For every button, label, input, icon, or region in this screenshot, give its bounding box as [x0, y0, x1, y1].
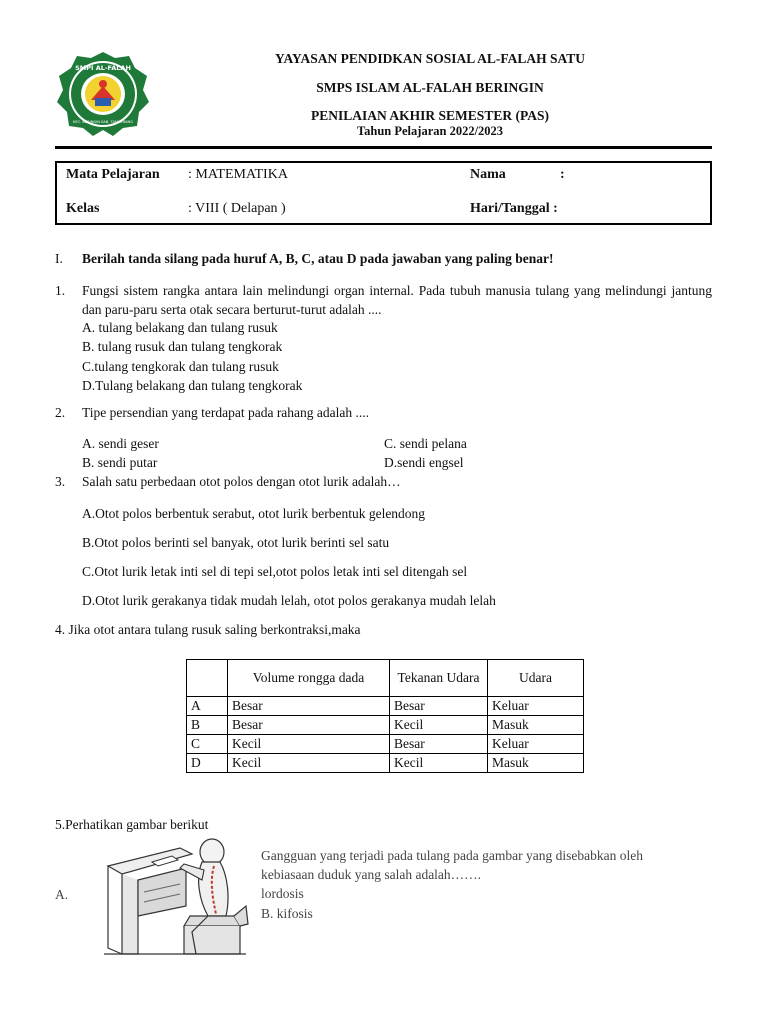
q5-question-line2: kebiasaan duduk yang salah adalah…….: [261, 867, 482, 882]
q1-option-b: B. tulang rusuk dan tulang tengkorak: [82, 339, 283, 354]
table-cell: D: [187, 754, 228, 773]
q2-number: 2.: [55, 405, 66, 420]
table-cell: B: [187, 716, 228, 735]
q3-option-c: C.Otot lurik letak inti sel di tepi sel,otot polos letak inti sel ditengah sel: [82, 564, 468, 579]
table-cell: Kecil: [390, 716, 488, 735]
table-cell: C: [187, 735, 228, 754]
table-cell: Kecil: [390, 754, 488, 773]
table-cell: Besar: [390, 697, 488, 716]
q1-option-d: D.Tulang belakang dan tulang tengkorak: [82, 378, 303, 393]
q2-option-b: B. sendi putar: [82, 455, 158, 470]
section-number: I.: [55, 251, 63, 266]
q3-text: Salah satu perbedaan otot polos dengan otot lurik adalah…: [82, 474, 401, 489]
subject-label: Mata Pelajaran: [66, 167, 160, 182]
table-row: [187, 716, 584, 735]
table-header-cell: Udara: [488, 660, 584, 697]
academic-year: Tahun Pelajaran 2022/2023: [356, 124, 504, 138]
posture-illustration: [100, 836, 250, 962]
name-label: Nama: [470, 167, 506, 182]
q1-option-c: C.tulang tengkorak dan tulang rusuk: [82, 359, 279, 374]
q3-option-d: D.Otot lurik gerakanya tidak mudah lelah, otot polos gerakanya mudah lelah: [82, 593, 496, 608]
q3-option-b: B.Otot polos berinti sel banyak, otot lurik berinti sel satu: [82, 535, 390, 550]
q1-option-a: A. tulang belakang dan tulang rusuk: [82, 320, 278, 335]
q2-text: Tipe persendian yang terdapat pada rahang adalah ....: [82, 405, 370, 420]
table-row: [187, 754, 584, 773]
class-label: Kelas: [66, 201, 100, 216]
table-header-cell: Tekanan Udara: [390, 660, 488, 697]
q5-option-a: lordosis: [261, 886, 304, 901]
q2-option-d: D.sendi engsel: [384, 455, 464, 470]
q5-text: 5.Perhatikan gambar berikut: [55, 817, 209, 832]
q2-option-a: A. sendi geser: [82, 436, 159, 451]
table-cell: Besar: [390, 735, 488, 754]
q4-table: [186, 659, 584, 773]
table-cell: Kecil: [228, 735, 390, 754]
subject-value: : MATEMATIKA: [188, 167, 288, 182]
q5-option-a-label: A.: [55, 887, 69, 902]
logo-text-bottom: KEC. BERINGIN KAB. TANGERANG: [73, 120, 133, 124]
q1-text: Fungsi sistem rangka antara lain melindungi organ internal. Pada tubuh manusia tulang yang melindungi jantung dan paru-paru serta otak secara berturut-turut adalah ....: [82, 283, 712, 317]
q3-number: 3.: [55, 474, 66, 489]
table-cell: Masuk: [488, 754, 584, 773]
table-cell: Besar: [228, 716, 390, 735]
q1-number: 1.: [55, 283, 66, 298]
q3-option-a: A.Otot polos berbentuk serabut, otot lurik berbentuk gelendong: [82, 506, 426, 521]
school-name: SMPS ISLAM AL-FALAH BERINGIN: [316, 80, 544, 95]
foundation-name: YAYASAN PENDIDKAN SOSIAL AL-FALAH SATU: [274, 51, 586, 66]
date-label: Hari/Tanggal :: [470, 201, 558, 216]
q5-question-line1: Gangguan yang terjadi pada tulang pada gambar yang disebabkan oleh: [261, 848, 643, 863]
section-instruction: Berilah tanda silang pada huruf A, B, C, atau D pada jawaban yang paling benar!: [82, 251, 554, 266]
q5-option-b: B. kifosis: [261, 906, 313, 921]
exam-title: PENILAIAN AKHIR SEMESTER (PAS): [311, 108, 549, 123]
table-row: [187, 735, 584, 754]
table-row: [187, 697, 584, 716]
table-cell: Besar: [228, 697, 390, 716]
name-colon: :: [560, 167, 565, 182]
table-cell: Keluar: [488, 735, 584, 754]
table-cell: Kecil: [228, 754, 390, 773]
table-cell: A: [187, 697, 228, 716]
table-cell: Keluar: [488, 697, 584, 716]
q4-text: 4. Jika otot antara tulang rusuk saling berkontraksi,maka: [55, 622, 361, 637]
table-cell: Masuk: [488, 716, 584, 735]
table-header-cell: Volume rongga dada: [228, 660, 390, 697]
table-header-cell: [187, 660, 228, 697]
header-divider: [55, 146, 712, 149]
class-value: : VIII ( Delapan ): [188, 201, 286, 216]
logo-text-top: SMPI AL-FALAH: [75, 64, 131, 72]
school-logo: [55, 50, 151, 136]
table-header-row: [187, 660, 584, 697]
q2-option-c: C. sendi pelana: [384, 436, 467, 451]
